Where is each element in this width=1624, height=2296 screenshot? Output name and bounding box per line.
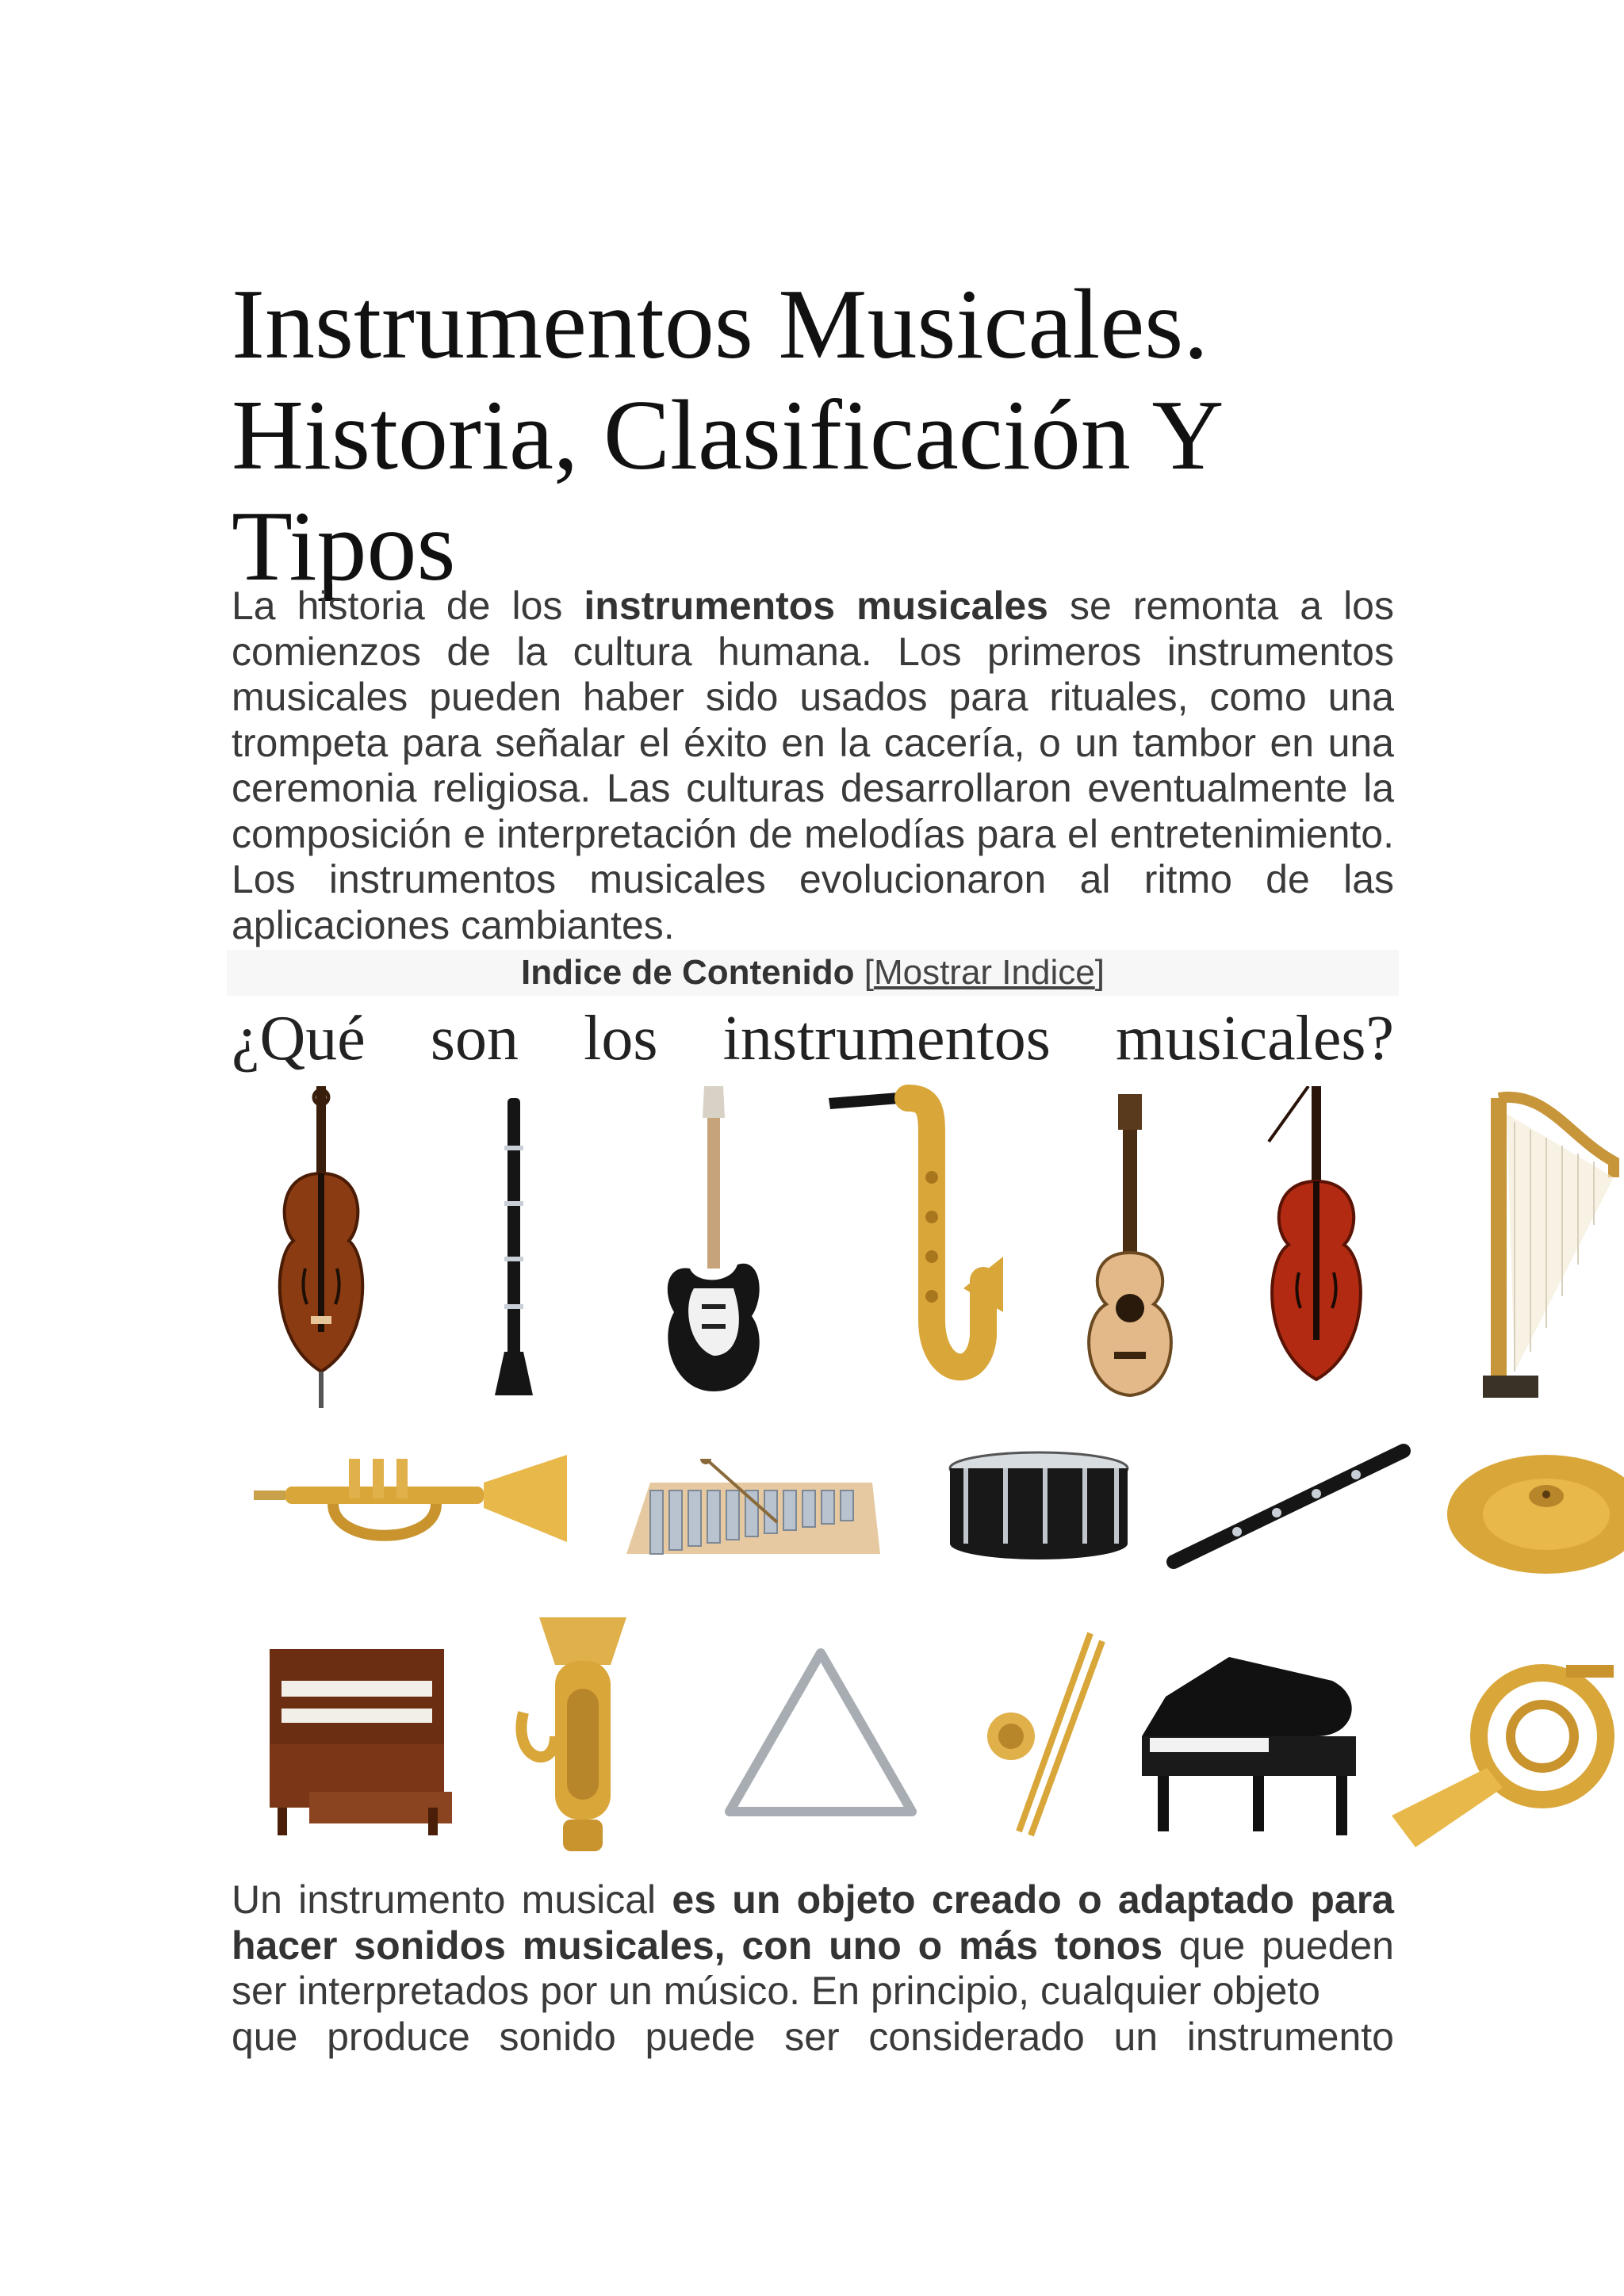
organ-icon: [262, 1633, 468, 1839]
toc-link-label[interactable]: Mostrar Indice: [873, 953, 1095, 992]
violin-icon: [1253, 1086, 1380, 1411]
xylophone-icon: [619, 1459, 888, 1570]
title-line-3: Tipos: [232, 492, 456, 602]
page-title: [232, 270, 1394, 603]
cymbal-icon: [1443, 1439, 1624, 1582]
saxophone-icon: [821, 1082, 1003, 1407]
trombone-icon: [979, 1629, 1106, 1843]
french-horn-icon: [1384, 1649, 1624, 1855]
definition-text-start: Un instrumento musical: [232, 1877, 672, 1922]
toc-bracket-open: [: [864, 953, 874, 992]
cello-icon: [262, 1086, 381, 1411]
definition-text-last-line: que produce sonido puede ser considerado un instrumento: [232, 2014, 1394, 2059]
toc-toggle-link[interactable]: [864, 953, 1105, 992]
title-line-2: Historia, Clasificación Y: [232, 381, 1224, 491]
intro-bold-term: instrumentos musicales: [584, 584, 1048, 628]
toc-bracket-close: ]: [1094, 953, 1105, 992]
intro-paragraph: [232, 584, 1394, 948]
intro-text-end: se remonta a los comienzos de la cultura humana. Los primeros instrumentos musicales pueden haber sido usados para rituales, como una trompeta para señalar el éxito en la cacería, o un tambor en una ceremonia religiosa. Las culturas desarrollaron eventualmente la composición e interpretación de melodías para el entretenimiento. Los instrumentos musicales evolucionaron al ritmo de las aplicaciones cambiantes.: [232, 584, 1394, 947]
section-heading: ¿Qué son los instrumentos musicales?: [232, 1004, 1394, 1073]
electric-guitar-icon: [658, 1086, 769, 1403]
oboe-icon: [1166, 1443, 1411, 1570]
definition-bold-text: es un objeto creado o adaptado para hacer sonidos musicales, con uno o más tonos: [232, 1877, 1394, 1968]
toc-title: Indice de Contenido: [521, 953, 855, 992]
title-line-1: Instrumentos Musicales.: [232, 270, 1208, 380]
intro-text-start: La historia de los: [232, 584, 584, 628]
harp-icon: [1483, 1090, 1622, 1403]
grand-piano-icon: [1134, 1649, 1372, 1839]
snare-drum-icon: [948, 1451, 1130, 1562]
trumpet-icon: [254, 1451, 579, 1562]
definition-paragraph: [232, 1877, 1394, 2060]
tuba-icon: [508, 1617, 658, 1855]
table-of-contents: [227, 950, 1399, 996]
definition-text-middle: que pueden ser interpretados por un músico. En principio, cualquier objeto: [232, 1923, 1394, 2013]
triangle-icon: [718, 1645, 924, 1827]
clarinet-icon: [490, 1098, 538, 1399]
acoustic-guitar-icon: [1071, 1094, 1189, 1403]
